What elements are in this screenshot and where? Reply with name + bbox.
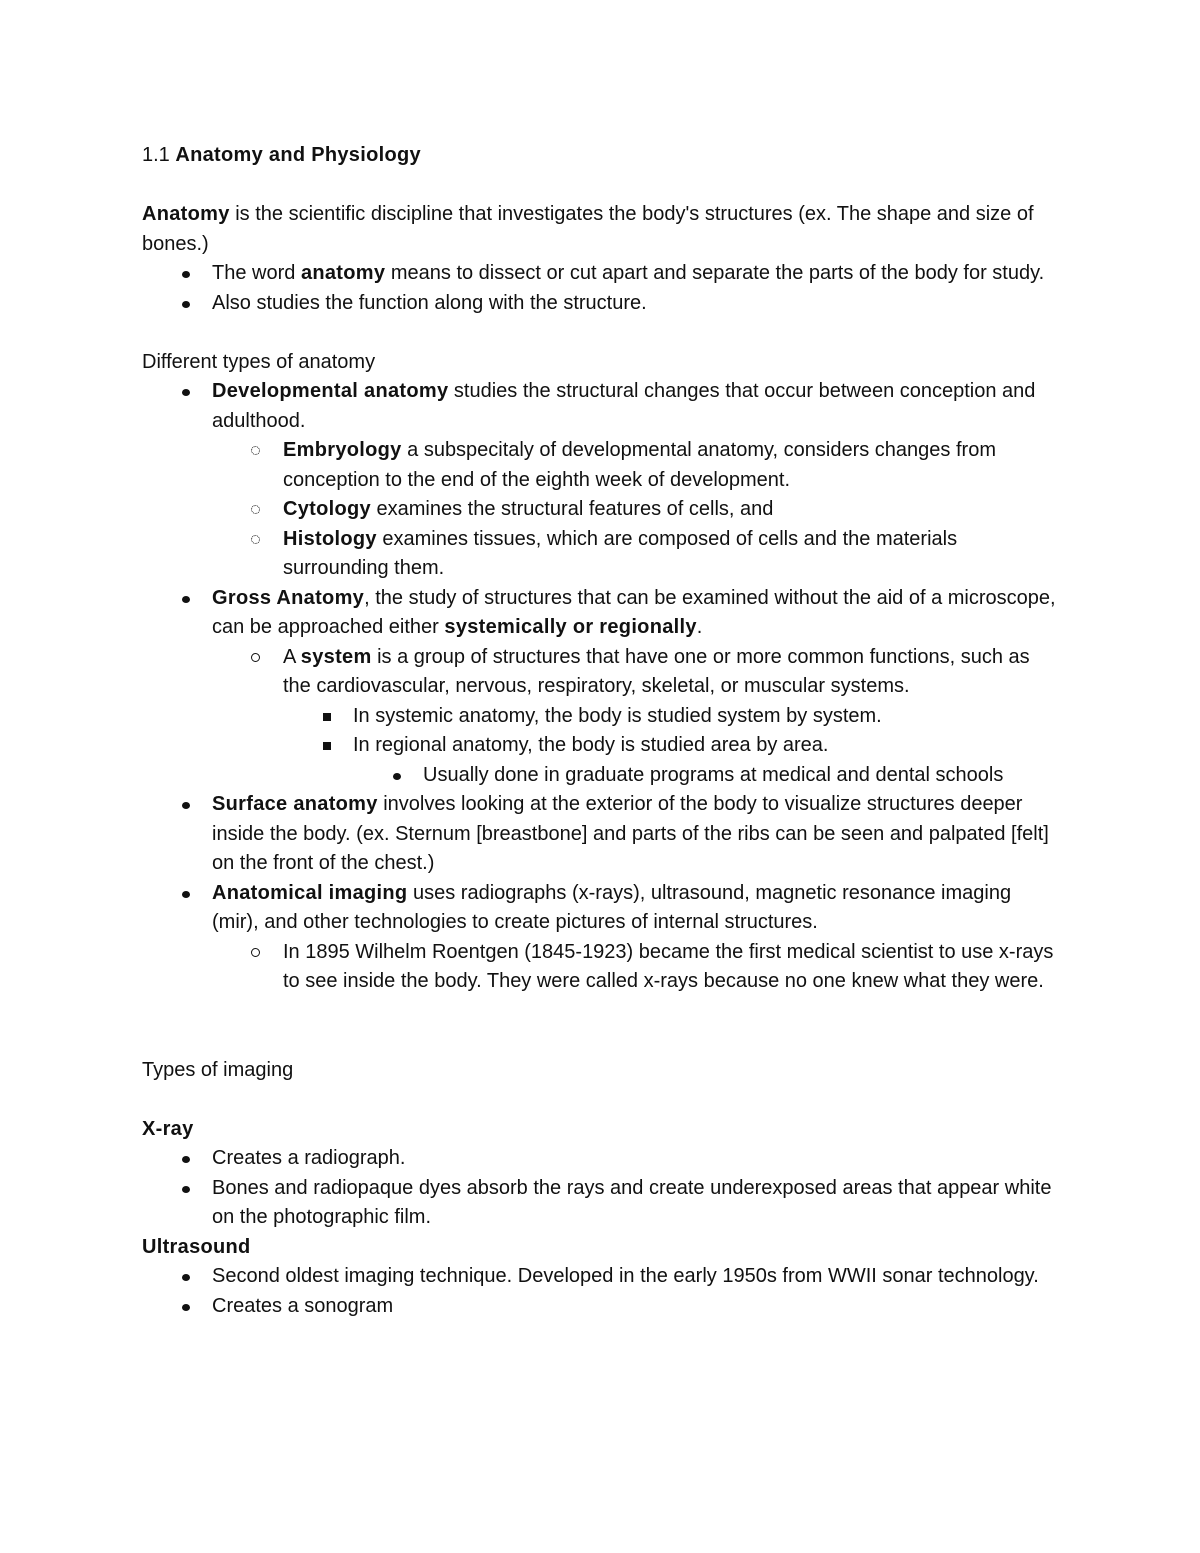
list-item: Second oldest imaging technique. Developed in the early 1950s from WWII sonar technology. [142,1262,1062,1292]
xray-bullets [142,1144,1062,1233]
anatomy-term: Anatomy [142,203,230,225]
list-item-regional: In regional anatomy, the body is studied area by area. [142,731,1062,761]
list-item-gross-anatomy: Gross Anatomy, the study of structures that can be examined without the aid of a microscope, can be approached either systemically or regionally. [142,584,1062,643]
ultrasound-heading: Ultrasound [142,1235,251,1258]
list-item-system: A system is a group of structures that have one or more common functions, such as the cardiovascular, nervous, respiratory, skeletal, or muscular systems. [142,643,1062,702]
spacer [142,997,1062,1056]
square-bullet-icon [317,702,337,732]
list-item-anatomical-imaging: Anatomical imaging uses radiographs (x-rays), ultrasound, magnetic resonance imaging (mir), and other technologies to create pictures of internal structures. [142,879,1062,938]
hollow-bullet-icon [246,495,266,525]
bullet-icon [176,377,196,407]
imaging-types-heading: Types of imaging [142,1058,294,1081]
bullet-icon [387,761,407,791]
list-item: Bones and radiopaque dyes absorb the rays and create underexposed areas that appear white on the photographic film. [142,1174,1062,1233]
hollow-bullet-icon [246,436,266,466]
anatomy-definition [142,200,1062,259]
anatomy-definition-text: is the scientific discipline that investigates the body's structures (ex. The shape and size of bones.) [142,203,1034,255]
bullet-icon [176,1144,196,1174]
spacer [142,318,1062,348]
document-body [142,141,1062,1321]
bullet-icon [176,259,196,289]
bullet-icon [176,584,196,614]
ultrasound-bullets [142,1262,1062,1321]
section-title: Anatomy and Physiology [175,144,421,166]
list-item-roentgen: In 1895 Wilhelm Roentgen (1845-1923) became the first medical scientist to use x-rays to see inside the body. They were called x-rays because no one knew what they were. [142,938,1062,997]
anatomy-word-term: anatomy [300,262,386,284]
xray-heading: X-ray [142,1117,194,1140]
spacer [142,171,1062,201]
list-item: The word anatomy means to dissect or cut apart and separate the parts of the body for study. [142,259,1062,289]
anatomy-types-list [142,377,1062,997]
list-item-systemic: In systemic anatomy, the body is studied system by system. [142,702,1062,732]
spacer [142,1085,1062,1115]
hollow-bullet-icon [246,643,266,673]
anatomy-bullets [142,259,1062,318]
bullet-icon [176,1174,196,1204]
list-item: Also studies the function along with the structure. [142,289,1062,319]
bullet-icon [176,289,196,319]
types-heading: Different types of anatomy [142,350,376,373]
bullet-icon [176,879,196,909]
square-bullet-icon [317,731,337,761]
hollow-bullet-icon [246,525,266,555]
list-item-embryology: Embryology a subspecitaly of developmental anatomy, considers changes from conception to the end of the eighth week of development. [142,436,1062,495]
list-item: Creates a radiograph. [142,1144,1062,1174]
hollow-bullet-icon [246,938,266,968]
list-item-graduate: Usually done in graduate programs at medical and dental schools [142,761,1062,791]
bullet-icon [176,790,196,820]
list-item-developmental: Developmental anatomy studies the structural changes that occur between conception and adulthood. [142,377,1062,436]
bullet-icon [176,1262,196,1292]
list-item-histology: Histology examines tissues, which are composed of cells and the materials surrounding them. [142,525,1062,584]
list-item-cytology: Cytology examines the structural features of cells, and [142,495,1062,525]
list-item: Creates a sonogram [142,1292,1062,1322]
section-heading [142,141,1062,171]
list-item-surface-anatomy: Surface anatomy involves looking at the exterior of the body to visualize structures deeper inside the body. (ex. Sternum [breastbone] and parts of the ribs can be seen and palpated [felt] on the front of the chest.) [142,790,1062,879]
section-number: 1.1 [142,144,170,166]
bullet-icon [176,1292,196,1322]
